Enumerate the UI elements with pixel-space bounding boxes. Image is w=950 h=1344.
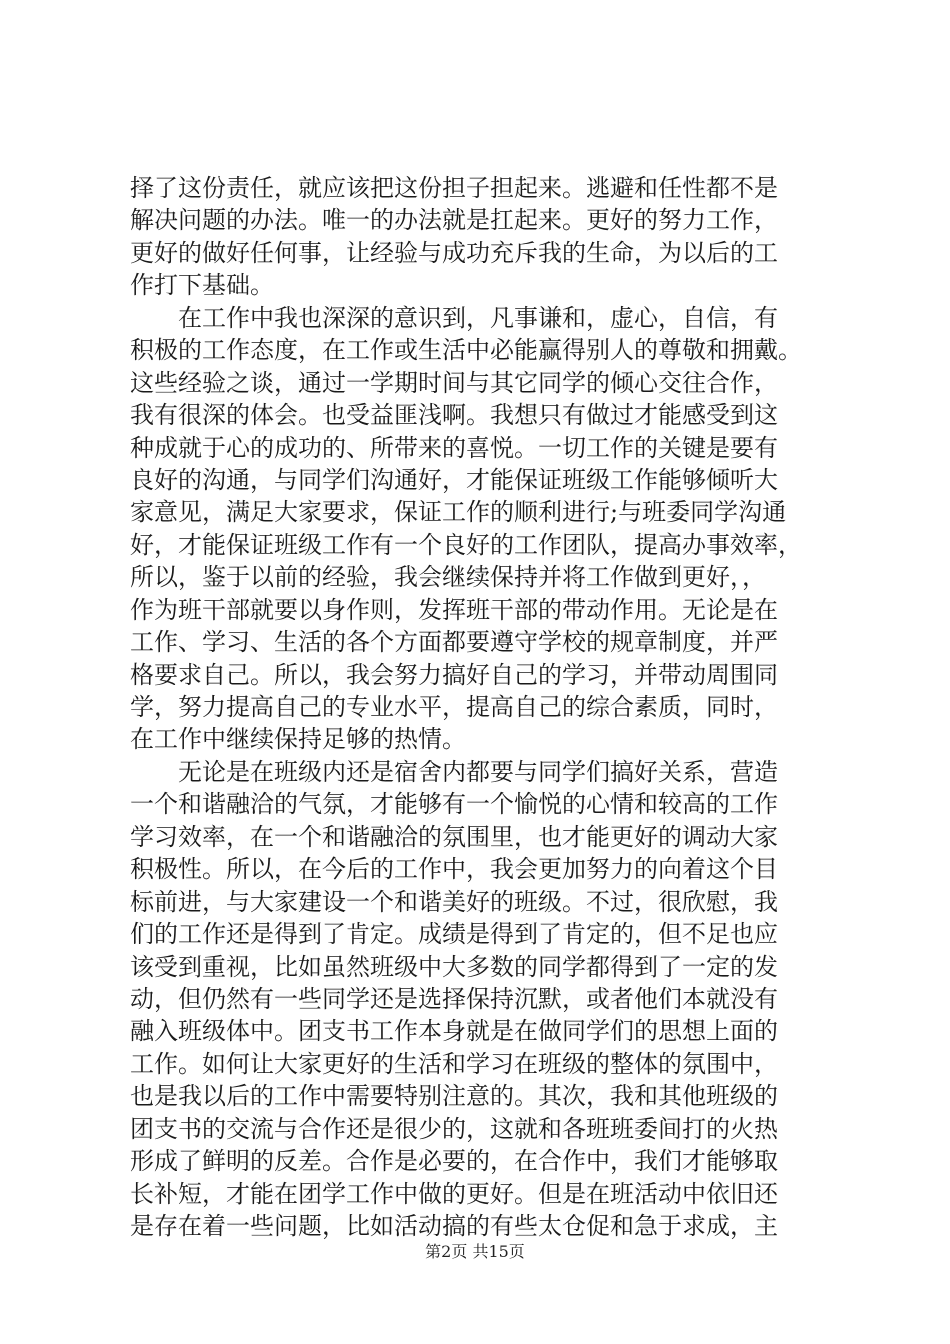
text-line: 学，努力提高自己的专业水平，提高自己的综合素质，同时， bbox=[130, 693, 778, 721]
text-line: 团支书的交流与合作还是很少的，这就和各班班委间打的火热 bbox=[130, 1114, 778, 1143]
text-line: 家意见，满足大家要求，保证工作的顺利进行;与班委同学沟通 bbox=[130, 498, 787, 527]
text-line: 也是我以后的工作中需要特别注意的。其次，我和其他班级的 bbox=[130, 1082, 778, 1111]
text-line: 一个和谐融洽的气氛，才能够有一个愉悦的心情和较高的工作 bbox=[130, 790, 778, 819]
text-line: 择了这份责任，就应该把这份担子担起来。逃避和任性都不是 bbox=[130, 174, 778, 202]
text-line: 解决问题的办法。唯一的办法就是扛起来。更好的努力工作， bbox=[130, 206, 778, 235]
page-footer: 第2页 共15页 bbox=[425, 1242, 525, 1261]
text-line: 标前进，与大家建设一个和谐美好的班级。不过，很欣慰，我 bbox=[130, 887, 778, 916]
body-text bbox=[130, 172, 830, 1242]
text-line: 这些经验之谈，通过一学期时间与其它同学的倾心交往合作， bbox=[130, 368, 778, 397]
text-line: 是存在着一些问题，比如活动搞的有些太仓促和急于求成，主 bbox=[130, 1212, 778, 1240]
text-line: 积极的工作态度，在工作或生活中必能赢得别人的尊敬和拥戴。 bbox=[130, 336, 802, 365]
text-line: 在工作中继续保持足够的热情。 bbox=[130, 725, 466, 754]
text-line: 形成了鲜明的反差。合作是必要的，在合作中，我们才能够取 bbox=[130, 1147, 778, 1176]
text-line: 我有很深的体会。也受益匪浅啊。我想只有做过才能感受到这 bbox=[130, 401, 778, 430]
text-line: 工作、学习、生活的各个方面都要遵守学校的规章制度，并严 bbox=[130, 628, 778, 657]
text-line: 学习效率，在一个和谐融洽的氛围里，也才能更好的调动大家 bbox=[130, 822, 778, 851]
text-line: 积极性。所以，在今后的工作中，我会更加努力的向着这个目 bbox=[130, 855, 778, 884]
text-line: 好，才能保证班级工作有一个良好的工作团队，提高办事效率， bbox=[130, 530, 802, 559]
text-line: 种成就于心的成功的、所带来的喜悦。一切工作的关键是要有 bbox=[130, 433, 778, 462]
text-line: 格要求自己。所以，我会努力搞好自己的学习，并带动周围同 bbox=[130, 660, 778, 689]
text-line: 们的工作还是得到了肯定。成绩是得到了肯定的，但不足也应 bbox=[130, 920, 778, 949]
text-line: 作打下基础。 bbox=[130, 271, 274, 300]
text-line: 工作。如何让大家更好的生活和学习在班级的整体的氛围中， bbox=[130, 1049, 778, 1078]
text-line: 长补短，才能在团学工作中做的更好。但是在班活动中依旧还 bbox=[130, 1179, 778, 1208]
text-line: 无论是在班级内还是宿舍内都要与同学们搞好关系，营造 bbox=[178, 757, 778, 786]
text-line: 作为班干部就要以身作则，发挥班干部的带动作用。无论是在 bbox=[130, 595, 778, 624]
text-line: 更好的做好任何事，让经验与成功充斥我的生命，为以后的工 bbox=[130, 238, 778, 267]
text-line: 动，但仍然有一些同学还是选择保持沉默，或者他们本就没有 bbox=[130, 984, 778, 1013]
text-line: 良好的沟通，与同学们沟通好，才能保证班级工作能够倾听大 bbox=[130, 465, 778, 494]
text-line: 所以，鉴于以前的经验，我会继续保持并将工作做到更好，， bbox=[130, 563, 766, 592]
text-line: 融入班级体中。团支书工作本身就是在做同学们的思想上面的 bbox=[130, 1017, 778, 1046]
text-line: 在工作中我也深深的意识到，凡事谦和，虚心，自信，有 bbox=[178, 303, 778, 332]
text-line: 该受到重视，比如虽然班级中大多数的同学都得到了一定的发 bbox=[130, 952, 778, 981]
